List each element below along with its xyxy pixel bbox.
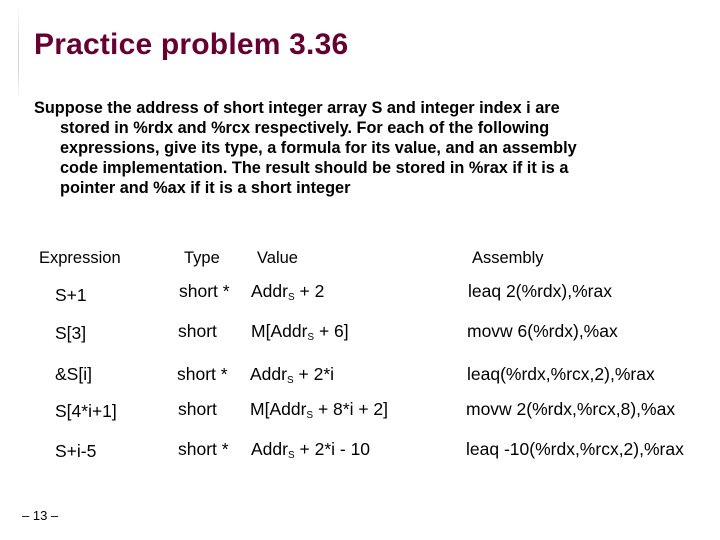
table-cell-value: Addr$_S$ + 2*i - 10 xyxy=(251,439,371,461)
table-cell-assembly: leaq -10(%rdx,%rcx,2),%rax xyxy=(466,439,684,459)
table-cell-value: M[Addr$_S$ + 6] xyxy=(251,321,349,343)
table-cell-expression: S+1 xyxy=(55,285,87,305)
table-cell-expression: S[4*i+1] xyxy=(55,401,117,421)
slide-title: Practice problem 3.36 xyxy=(34,28,349,61)
header-value: Value xyxy=(257,249,298,267)
table-cell-assembly: leaq(%rdx,%rcx,2),%rax xyxy=(467,364,655,384)
table-cell-value: Addr$_S$ + 2 xyxy=(251,281,325,303)
table-cell-assembly: leaq 2(%rdx),%rax xyxy=(468,281,612,301)
table-cell-assembly: movw 6(%rdx),%ax xyxy=(467,321,618,341)
problem-line: code implementation. The result should be stored in %rax if it is a xyxy=(60,159,569,177)
table-cell-assembly: movw 2(%rdx,%rcx,8),%ax xyxy=(466,399,676,419)
header-type: Type xyxy=(184,249,220,267)
problem-line: stored in %rdx and %rcx respectively. For each of the following xyxy=(60,119,550,137)
table-cell-expression: S+i-5 xyxy=(55,441,97,461)
problem-statement xyxy=(34,98,654,198)
table-cell-type: short xyxy=(178,399,217,419)
problem-line: Suppose the address of short integer array S and integer index i are xyxy=(34,99,560,117)
table-cell-type: short * xyxy=(178,439,229,459)
table-cell-type: short xyxy=(178,321,217,341)
table-cell-type: short * xyxy=(177,364,228,384)
table-cell-value: Addr$_S$ + 2*i xyxy=(250,364,335,386)
problem-line: expressions, give its type, a formula for its value, and an assembly xyxy=(60,139,577,157)
problem-line: pointer and %ax if it is a short integer xyxy=(60,179,351,197)
header-expression: Expression xyxy=(39,249,121,267)
decorative-rule xyxy=(18,4,19,100)
table-cell-type: short * xyxy=(179,281,230,301)
header-assembly: Assembly xyxy=(472,249,544,267)
table-cell-expression: &S[i] xyxy=(55,364,92,384)
page-number: – 13 – xyxy=(22,508,59,523)
table-cell-value: M[Addr$_S$ + 8*i + 2] xyxy=(250,399,388,421)
table-cell-expression: S[3] xyxy=(55,323,87,343)
